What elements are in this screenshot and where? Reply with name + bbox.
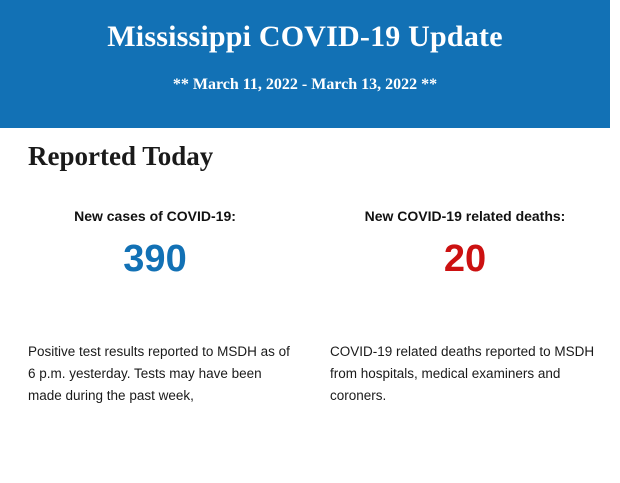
note-new-deaths-text: COVID-19 related deaths reported to MSDH from hospitals, medical examiners and coroners. [330,344,595,403]
note-new-cases [0,341,310,407]
stat-new-cases [0,208,310,278]
stat-new-deaths [310,208,620,278]
notes-row [0,341,620,407]
note-new-deaths [310,341,620,407]
stat-new-cases-label: New cases of COVID-19: [74,208,236,224]
page-title: Mississippi COVID-19 Update [107,20,503,53]
stat-new-deaths-value: 20 [443,238,487,280]
stats-row [0,208,620,278]
header-banner [0,0,610,128]
note-new-cases-text: Positive test results reported to MSDH as of 6 p.m. yesterday. Tests may have been made during the past week, [28,344,290,403]
section-title-reported-today: Reported Today [28,141,214,171]
stat-new-cases-value: 390 [123,238,187,280]
report-date-range: ** March 11, 2022 - March 13, 2022 ** [172,76,438,93]
stat-new-deaths-label: New COVID-19 related deaths: [364,208,566,224]
